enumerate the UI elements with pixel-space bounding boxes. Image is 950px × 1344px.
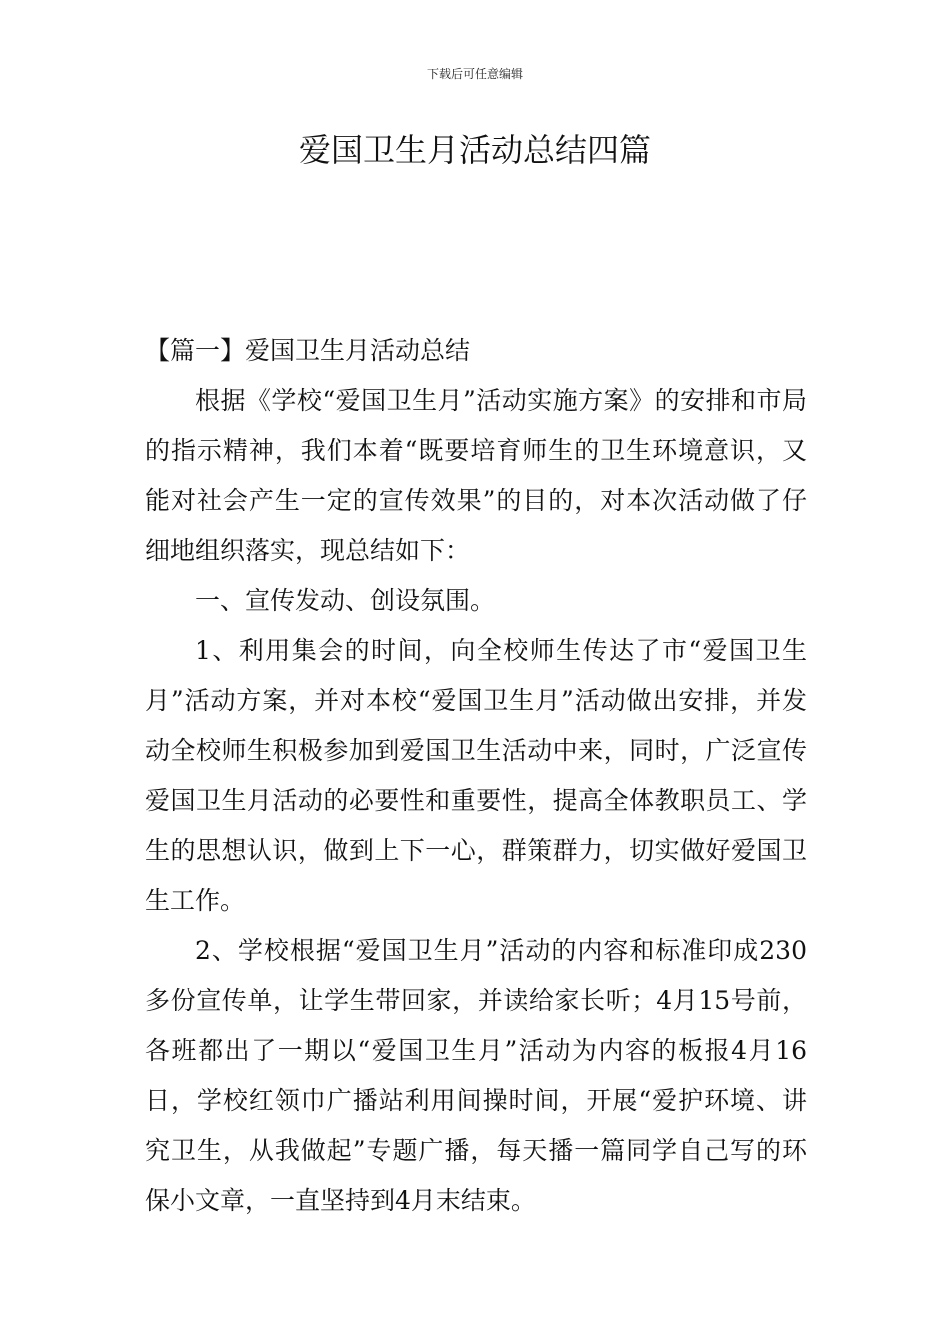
paragraph-item-2: 2、学校根据“爱国卫生月”活动的内容和标准印成230多份宣传单，让学生带回家，并读给家长听；4月15号前，各班都出了一期以“爱国卫生月”活动为内容的板报4月16日，学校红领巾广播站利用间操时间，开展“爱护环境、讲究卫生，从我做起”专题广播，每天播一篇同学自己写的环保小文章，一直坚持到4月末结束。: [145, 936, 807, 1215]
page-header-note: 下载后可任意编辑: [426, 67, 523, 81]
section-heading: 【篇一】爱国卫生月活动总结: [145, 336, 471, 365]
document-body: [145, 326, 807, 1226]
paragraph-item-1: 1、利用集会的时间，向全校师生传达了市“爱国卫生月”活动方案，并对本校“爱国卫生月”活动做出安排，并发动全校师生积极参加到爱国卫生活动中来，同时，广泛宣传爱国卫生月活动的必要性和重要性，提高全体教职员工、学生的思想认识，做到上下一心，群策群力，切实做好爱国卫生工作。: [145, 636, 807, 915]
document-title: 爱国卫生月活动总结四篇: [298, 131, 651, 169]
paragraph-intro: 根据《学校“爱国卫生月”活动实施方案》的安排和市局的指示精神，我们本着“既要培育师生的卫生环境意识，又能对社会产生一定的宣传效果”的目的，对本次活动做了仔细地组织落实，现总结如下：: [145, 386, 807, 565]
paragraph-subheading: 一、宣传发动、创设氛围。: [195, 586, 496, 615]
